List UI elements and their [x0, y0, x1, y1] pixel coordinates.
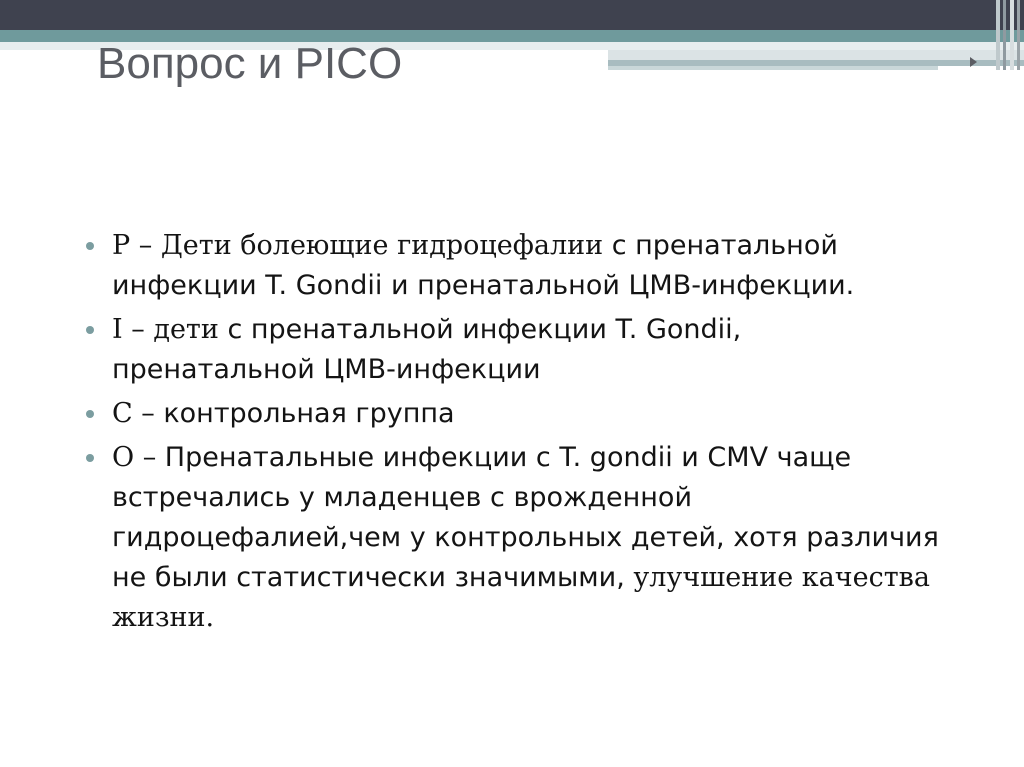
play-triangle-icon	[970, 57, 977, 67]
pico-text-serif: дети	[144, 314, 228, 345]
pico-item-i	[86, 310, 946, 390]
edge-stripe	[1017, 0, 1020, 70]
pico-text: Пренатальные инфекции с T. gondii и CMV чаще встречались у младенцев с врожденной гидроцефалией,чем у контрольных детей, хотя различия не были статистически значимыми,	[112, 442, 939, 593]
bullet-icon	[86, 410, 94, 418]
header-band-dark	[0, 0, 1024, 30]
pico-letter: C –	[112, 398, 155, 429]
pico-item-p	[86, 226, 946, 306]
bullet-icon	[86, 326, 94, 334]
pico-text: с пренатальной инфекции T. Gondii, пренатальной ЦМВ-инфекции	[112, 314, 742, 385]
pico-list	[86, 226, 946, 642]
pico-letter: I –	[112, 314, 145, 345]
edge-stripe	[1010, 0, 1014, 70]
pico-text: с пренатальной инфекции T. Gondii и пренатальной ЦМВ-инфекции.	[112, 230, 855, 301]
slide-title: Вопрос и PICO	[97, 39, 403, 88]
bullet-icon	[86, 454, 94, 462]
pico-text-tail: улучшение качества жизни.	[112, 562, 930, 633]
pico-item-c	[86, 394, 946, 434]
pico-text: контрольная группа	[154, 398, 455, 429]
pico-item-o	[86, 438, 946, 638]
edge-stripe	[996, 0, 1000, 70]
pico-letter: P –	[112, 230, 153, 261]
header-band-accent	[608, 66, 938, 70]
header-band-accent	[608, 50, 1024, 60]
edge-stripe	[1003, 0, 1006, 70]
pico-text-serif: Дети болеющие гидроцефалии	[152, 230, 604, 261]
pico-letter: O –	[112, 442, 157, 473]
bullet-icon	[86, 242, 94, 250]
